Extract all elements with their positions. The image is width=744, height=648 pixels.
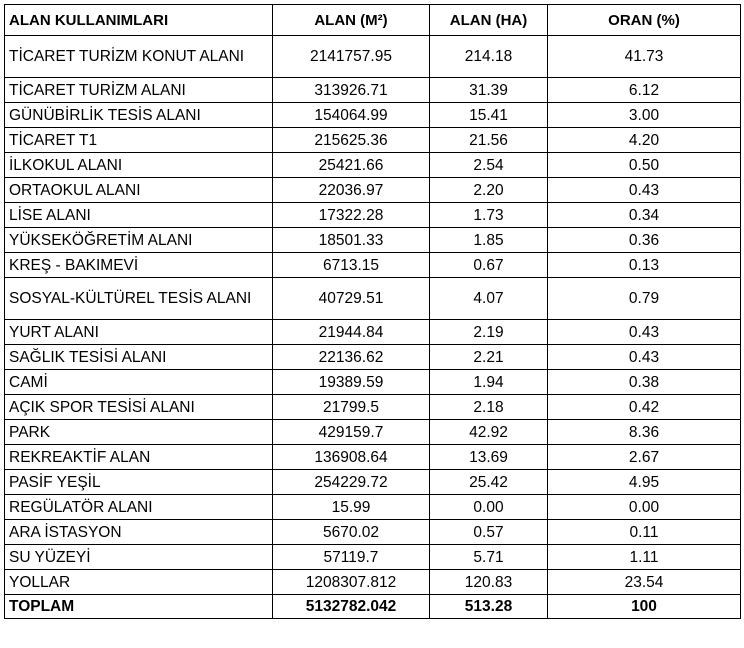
land-use-table — [4, 4, 741, 619]
header-land-use: ALAN KULLANIMLARI — [5, 5, 273, 36]
area-m2-cell: 21799.5 — [273, 395, 430, 420]
ratio-cell: 6.12 — [548, 78, 741, 103]
table-row — [5, 395, 741, 420]
area-m2-cell: 22036.97 — [273, 178, 430, 203]
land-use-cell: YOLLAR — [5, 570, 273, 595]
area-m2-cell: 22136.62 — [273, 345, 430, 370]
area-ha-cell: 2.18 — [430, 395, 548, 420]
area-m2-cell: 154064.99 — [273, 103, 430, 128]
table-row — [5, 78, 741, 103]
land-use-cell: TİCARET T1 — [5, 128, 273, 153]
area-m2-cell: 21944.84 — [273, 320, 430, 345]
area-ha-cell: 21.56 — [430, 128, 548, 153]
ratio-cell: 0.79 — [548, 278, 741, 320]
area-m2-cell: 2141757.95 — [273, 36, 430, 78]
area-m2-cell: 18501.33 — [273, 228, 430, 253]
table-row — [5, 420, 741, 445]
table-row — [5, 278, 741, 320]
land-use-cell: ORTAOKUL ALANI — [5, 178, 273, 203]
table-row — [5, 228, 741, 253]
land-use-cell: TİCARET TURİZM KONUT ALANI — [5, 36, 273, 78]
table-row — [5, 445, 741, 470]
area-m2-cell: 17322.28 — [273, 203, 430, 228]
ratio-cell: 0.42 — [548, 395, 741, 420]
header-row — [5, 5, 741, 36]
land-use-cell: SAĞLIK TESİSİ ALANI — [5, 345, 273, 370]
land-use-cell: İLKOKUL ALANI — [5, 153, 273, 178]
area-m2-cell: 15.99 — [273, 495, 430, 520]
land-use-cell: REKREAKTİF ALAN — [5, 445, 273, 470]
land-use-cell: SOSYAL-KÜLTÜREL TESİS ALANI — [5, 278, 273, 320]
area-m2-cell: 215625.36 — [273, 128, 430, 153]
land-use-cell: TİCARET TURİZM ALANI — [5, 78, 273, 103]
table-row — [5, 570, 741, 595]
total-label-cell: TOPLAM — [5, 595, 273, 619]
ratio-cell: 2.67 — [548, 445, 741, 470]
ratio-cell: 0.43 — [548, 320, 741, 345]
table-row — [5, 128, 741, 153]
area-ha-cell: 2.20 — [430, 178, 548, 203]
table-row — [5, 178, 741, 203]
total-area-ha-cell: 513.28 — [430, 595, 548, 619]
ratio-cell: 0.50 — [548, 153, 741, 178]
area-m2-cell: 136908.64 — [273, 445, 430, 470]
land-use-cell: LİSE ALANI — [5, 203, 273, 228]
area-m2-cell: 1208307.812 — [273, 570, 430, 595]
land-use-cell: PASİF YEŞİL — [5, 470, 273, 495]
area-m2-cell: 6713.15 — [273, 253, 430, 278]
land-use-cell: ARA İSTASYON — [5, 520, 273, 545]
table-row — [5, 320, 741, 345]
area-m2-cell: 254229.72 — [273, 470, 430, 495]
area-ha-cell: 1.73 — [430, 203, 548, 228]
header-ratio: ORAN (%) — [548, 5, 741, 36]
area-ha-cell: 214.18 — [430, 36, 548, 78]
area-ha-cell: 120.83 — [430, 570, 548, 595]
table-row — [5, 545, 741, 570]
ratio-cell: 8.36 — [548, 420, 741, 445]
ratio-cell: 41.73 — [548, 36, 741, 78]
land-use-cell: SU YÜZEYİ — [5, 545, 273, 570]
ratio-cell: 0.34 — [548, 203, 741, 228]
area-m2-cell: 40729.51 — [273, 278, 430, 320]
table-row — [5, 203, 741, 228]
area-ha-cell: 4.07 — [430, 278, 548, 320]
table-row — [5, 370, 741, 395]
area-ha-cell: 31.39 — [430, 78, 548, 103]
land-use-cell: REGÜLATÖR ALANI — [5, 495, 273, 520]
area-ha-cell: 5.71 — [430, 545, 548, 570]
area-ha-cell: 2.19 — [430, 320, 548, 345]
ratio-cell: 0.43 — [548, 345, 741, 370]
area-m2-cell: 25421.66 — [273, 153, 430, 178]
table-row — [5, 470, 741, 495]
table-row — [5, 495, 741, 520]
land-use-cell: AÇIK SPOR TESİSİ ALANI — [5, 395, 273, 420]
header-area-ha: ALAN (HA) — [430, 5, 548, 36]
ratio-cell: 1.11 — [548, 545, 741, 570]
land-use-cell: CAMİ — [5, 370, 273, 395]
ratio-cell: 0.11 — [548, 520, 741, 545]
area-m2-cell: 57119.7 — [273, 545, 430, 570]
ratio-cell: 0.36 — [548, 228, 741, 253]
table-row — [5, 36, 741, 78]
area-ha-cell: 2.54 — [430, 153, 548, 178]
land-use-cell: YURT ALANI — [5, 320, 273, 345]
land-use-cell: KREŞ - BAKIMEVİ — [5, 253, 273, 278]
total-area-m2-cell: 5132782.042 — [273, 595, 430, 619]
table-row — [5, 345, 741, 370]
ratio-cell: 3.00 — [548, 103, 741, 128]
area-ha-cell: 15.41 — [430, 103, 548, 128]
area-ha-cell: 0.67 — [430, 253, 548, 278]
total-ratio-cell: 100 — [548, 595, 741, 619]
ratio-cell: 23.54 — [548, 570, 741, 595]
header-area-m2: ALAN (M²) — [273, 5, 430, 36]
area-ha-cell: 13.69 — [430, 445, 548, 470]
table-row — [5, 520, 741, 545]
ratio-cell: 0.00 — [548, 495, 741, 520]
area-ha-cell: 42.92 — [430, 420, 548, 445]
area-m2-cell: 429159.7 — [273, 420, 430, 445]
area-m2-cell: 19389.59 — [273, 370, 430, 395]
total-row — [5, 595, 741, 619]
area-ha-cell: 0.00 — [430, 495, 548, 520]
ratio-cell: 0.38 — [548, 370, 741, 395]
area-ha-cell: 1.94 — [430, 370, 548, 395]
ratio-cell: 4.95 — [548, 470, 741, 495]
land-use-cell: YÜKSEKÖĞRETİM ALANI — [5, 228, 273, 253]
ratio-cell: 0.13 — [548, 253, 741, 278]
land-use-cell: GÜNÜBİRLİK TESİS ALANI — [5, 103, 273, 128]
land-use-cell: PARK — [5, 420, 273, 445]
area-ha-cell: 2.21 — [430, 345, 548, 370]
area-ha-cell: 25.42 — [430, 470, 548, 495]
area-ha-cell: 0.57 — [430, 520, 548, 545]
area-m2-cell: 5670.02 — [273, 520, 430, 545]
ratio-cell: 0.43 — [548, 178, 741, 203]
table-row — [5, 253, 741, 278]
table-row — [5, 153, 741, 178]
ratio-cell: 4.20 — [548, 128, 741, 153]
table-row — [5, 103, 741, 128]
area-m2-cell: 313926.71 — [273, 78, 430, 103]
area-ha-cell: 1.85 — [430, 228, 548, 253]
